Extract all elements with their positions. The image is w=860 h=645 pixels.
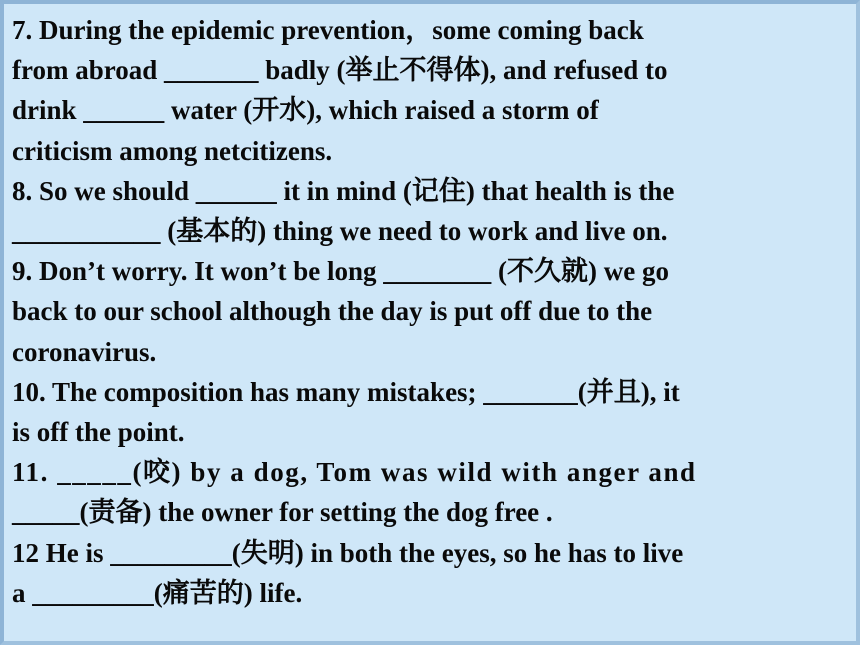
question-10-line-2: is off the point. <box>12 417 185 448</box>
question-10-line-1: 10. The composition has many mistakes; _______(并且), it <box>12 376 680 407</box>
question-9-line-2: back to our school although the day is put off due to the <box>12 296 653 327</box>
question-8-line-2: ___________ (基本的) thing we need to work and live on. <box>12 216 668 247</box>
question-12-line-1: 12 He is _________(失明) in both the eyes, so he has to live <box>12 537 684 568</box>
question-11-line-1: 11. _____(咬) by a dog, Tom was wild with anger and <box>12 457 697 488</box>
question-7-line-4: criticism among netcitizens. <box>12 135 333 166</box>
question-9-line-3: coronavirus. <box>12 336 157 367</box>
question-8 <box>12 171 858 251</box>
question-7-line-1: 7. During the epidemic prevention，some coming back <box>12 15 644 45</box>
question-9 <box>12 251 858 372</box>
question-7 <box>12 10 858 171</box>
question-7-line-2: from abroad _______ badly (举止不得体), and refused to <box>12 55 668 86</box>
question-10 <box>12 372 858 452</box>
question-11-line-2: _____(责备) the owner for setting the dog free . <box>12 497 553 528</box>
question-8-line-1: 8. So we should ______ it in mind (记住) that health is the <box>12 175 675 206</box>
question-7-line-3: drink ______ water (开水), which raised a storm of <box>12 95 599 126</box>
question-12 <box>12 533 858 613</box>
question-11 <box>12 452 858 532</box>
question-12-line-2: a _________(痛苦的) life. <box>12 577 303 608</box>
question-9-line-1: 9. Don’t worry. It won’t be long ________ (不久就) we go <box>12 256 669 287</box>
exercise-text <box>12 10 858 613</box>
